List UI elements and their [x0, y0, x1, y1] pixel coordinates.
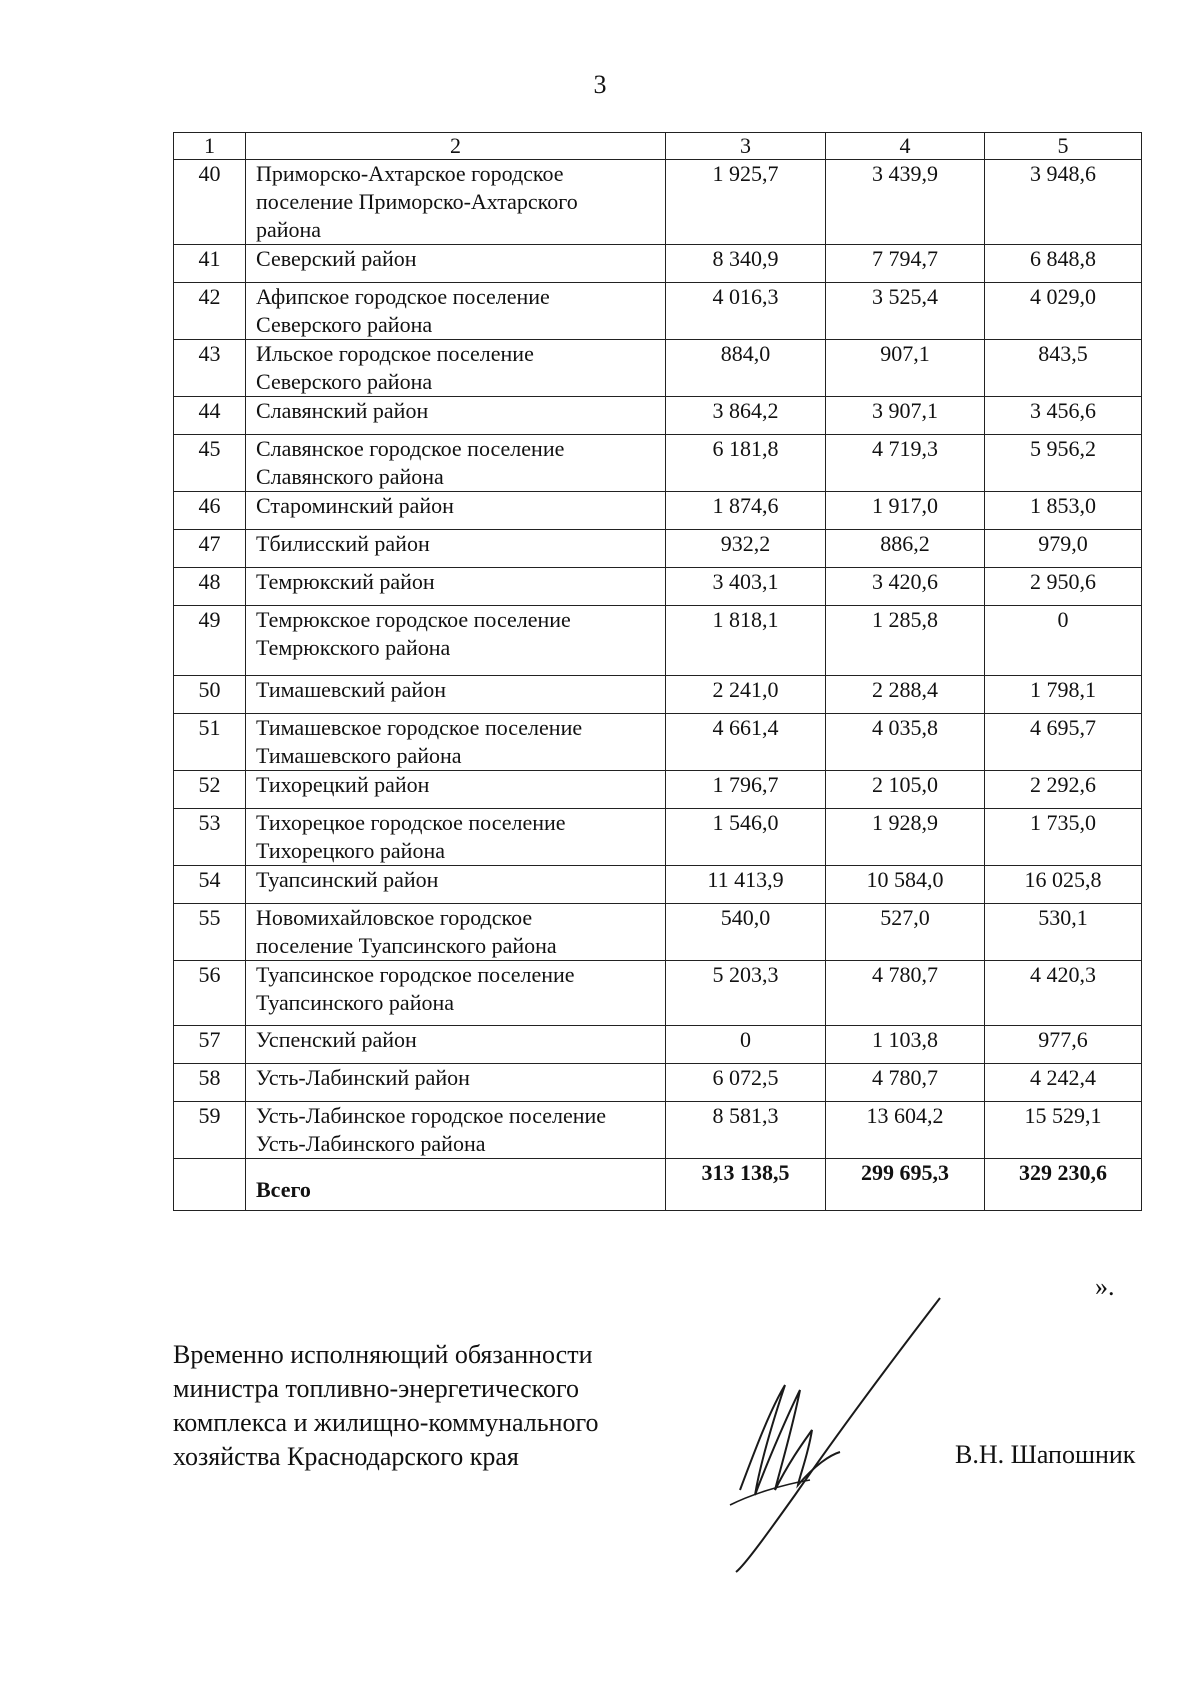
value-cell-v5: 4 695,7 [985, 714, 1142, 771]
name-line: Северский район [256, 246, 417, 271]
row-number: 49 [174, 606, 246, 676]
table-row [174, 771, 1142, 809]
table-row [174, 866, 1142, 904]
value-cell-v4: 10 584,0 [826, 866, 985, 904]
name-line: Усть-Лабинский район [256, 1065, 470, 1090]
name-line: Тихорецкое городское поселение [256, 810, 566, 835]
name-line: Тихорецкий район [256, 772, 430, 797]
name-line: Успенский район [256, 1027, 417, 1052]
municipality-name [246, 771, 666, 809]
municipality-name [246, 568, 666, 606]
value-cell-v4: 13 604,2 [826, 1102, 985, 1159]
name-line: Ильское городское поселение [256, 341, 534, 366]
value-cell-v4: 3 907,1 [826, 397, 985, 435]
value-cell-v5: 1 798,1 [985, 676, 1142, 714]
value-cell-v5: 15 529,1 [985, 1102, 1142, 1159]
value-cell-v4: 1 103,8 [826, 1026, 985, 1064]
value-cell-v5: 4 420,3 [985, 961, 1142, 1026]
municipality-name [246, 904, 666, 961]
municipality-name [246, 245, 666, 283]
value-cell-v3: 8 340,9 [666, 245, 826, 283]
column-header: 4 [826, 133, 985, 160]
value-cell-v3: 3 403,1 [666, 568, 826, 606]
row-number: 45 [174, 435, 246, 492]
value-cell-v3: 5 203,3 [666, 961, 826, 1026]
name-line: Тихорецкого района [256, 838, 445, 863]
row-number: 41 [174, 245, 246, 283]
name-line: Темрюкского района [256, 635, 451, 660]
row-number: 57 [174, 1026, 246, 1064]
name-line: Тимашевское городское поселение [256, 715, 583, 740]
handwritten-signature [700, 1290, 960, 1580]
value-cell-v4: 3 439,9 [826, 160, 985, 245]
column-header: 2 [246, 133, 666, 160]
value-cell-v4: 7 794,7 [826, 245, 985, 283]
name-line: Староминский район [256, 493, 454, 518]
name-line: Туапсинского района [256, 990, 454, 1015]
total-value-v3: 313 138,5 [666, 1159, 826, 1211]
municipality-name [246, 397, 666, 435]
municipality-name [246, 283, 666, 340]
table-row [174, 283, 1142, 340]
value-cell-v3: 932,2 [666, 530, 826, 568]
name-line: Тбилисский район [256, 531, 430, 556]
municipality-name [246, 492, 666, 530]
signatory-position [173, 1338, 693, 1474]
name-line: района [256, 217, 322, 242]
total-value-v4: 299 695,3 [826, 1159, 985, 1211]
table-row [174, 1026, 1142, 1064]
table-header-row [174, 133, 1142, 160]
row-number: 46 [174, 492, 246, 530]
table-row [174, 1064, 1142, 1102]
value-cell-v3: 1 874,6 [666, 492, 826, 530]
value-cell-v4: 4 035,8 [826, 714, 985, 771]
table-row [174, 676, 1142, 714]
name-line: Усть-Лабинское городское поселение [256, 1103, 607, 1128]
row-number: 48 [174, 568, 246, 606]
row-number: 50 [174, 676, 246, 714]
value-cell-v3: 4 661,4 [666, 714, 826, 771]
value-cell-v3: 884,0 [666, 340, 826, 397]
position-line: хозяйства Краснодарского края [173, 1442, 519, 1471]
table-row [174, 809, 1142, 866]
name-line: поселение Приморско-Ахтарского [256, 189, 578, 214]
page-number: 3 [593, 70, 607, 99]
value-cell-v4: 1 917,0 [826, 492, 985, 530]
value-cell-v3: 6 072,5 [666, 1064, 826, 1102]
row-number: 52 [174, 771, 246, 809]
municipality-name [246, 340, 666, 397]
municipality-name [246, 1064, 666, 1102]
name-line: Славянского района [256, 464, 444, 489]
value-cell-v5: 843,5 [985, 340, 1142, 397]
row-number: 44 [174, 397, 246, 435]
municipality-name [246, 961, 666, 1026]
value-cell-v3: 4 016,3 [666, 283, 826, 340]
name-line: Северского района [256, 312, 433, 337]
municipality-name [246, 1102, 666, 1159]
value-cell-v3: 0 [666, 1026, 826, 1064]
value-cell-v5: 4 029,0 [985, 283, 1142, 340]
value-cell-v4: 886,2 [826, 530, 985, 568]
value-cell-v3: 6 181,8 [666, 435, 826, 492]
name-line: Приморско-Ахтарское городское [256, 161, 564, 186]
value-cell-v4: 3 525,4 [826, 283, 985, 340]
municipality-name [246, 1026, 666, 1064]
value-cell-v4: 4 719,3 [826, 435, 985, 492]
value-cell-v3: 1 546,0 [666, 809, 826, 866]
value-cell-v4: 1 285,8 [826, 606, 985, 676]
value-cell-v5: 2 950,6 [985, 568, 1142, 606]
municipality-name [246, 160, 666, 245]
value-cell-v5: 4 242,4 [985, 1064, 1142, 1102]
name-line: Туапсинский район [256, 867, 439, 892]
table-row [174, 435, 1142, 492]
position-line: министра топливно-энергетического [173, 1374, 580, 1403]
name-line: Туапсинское городское поселение [256, 962, 575, 987]
name-line: Славянский район [256, 398, 429, 423]
row-number: 58 [174, 1064, 246, 1102]
value-cell-v4: 907,1 [826, 340, 985, 397]
position-line: Временно исполняющий обязанности [173, 1340, 593, 1369]
name-line: Темрюкское городское поселение [256, 607, 571, 632]
value-cell-v4: 2 288,4 [826, 676, 985, 714]
value-cell-v5: 3 948,6 [985, 160, 1142, 245]
row-number: 54 [174, 866, 246, 904]
value-cell-v4: 4 780,7 [826, 961, 985, 1026]
table-row [174, 245, 1142, 283]
value-cell-v3: 11 413,9 [666, 866, 826, 904]
row-number: 56 [174, 961, 246, 1026]
municipality-name [246, 866, 666, 904]
table-row [174, 530, 1142, 568]
row-number: 43 [174, 340, 246, 397]
value-cell-v3: 3 864,2 [666, 397, 826, 435]
row-number: 40 [174, 160, 246, 245]
value-cell-v5: 16 025,8 [985, 866, 1142, 904]
name-line: Усть-Лабинского района [256, 1131, 486, 1156]
value-cell-v5: 979,0 [985, 530, 1142, 568]
value-cell-v4: 3 420,6 [826, 568, 985, 606]
table-row [174, 568, 1142, 606]
table-row [174, 714, 1142, 771]
value-cell-v5: 6 848,8 [985, 245, 1142, 283]
total-blank-cell [174, 1159, 246, 1211]
table-row [174, 340, 1142, 397]
row-number: 47 [174, 530, 246, 568]
value-cell-v5: 5 956,2 [985, 435, 1142, 492]
closing-quote: ». [1095, 1272, 1115, 1301]
table-row [174, 961, 1142, 1026]
value-cell-v5: 530,1 [985, 904, 1142, 961]
value-cell-v5: 977,6 [985, 1026, 1142, 1064]
municipality-name [246, 435, 666, 492]
column-header: 5 [985, 133, 1142, 160]
total-label: Всего [246, 1159, 666, 1211]
data-table [173, 132, 1142, 1211]
table-row [174, 397, 1142, 435]
municipality-name [246, 809, 666, 866]
table-row [174, 606, 1142, 676]
value-cell-v3: 1 796,7 [666, 771, 826, 809]
name-line: Тимашевского района [256, 743, 462, 768]
table-row [174, 492, 1142, 530]
row-number: 42 [174, 283, 246, 340]
value-cell-v5: 1 735,0 [985, 809, 1142, 866]
value-cell-v3: 1 818,1 [666, 606, 826, 676]
total-row [174, 1159, 1142, 1211]
column-header: 3 [666, 133, 826, 160]
row-number: 53 [174, 809, 246, 866]
row-number: 55 [174, 904, 246, 961]
name-line: поселение Туапсинского района [256, 933, 557, 958]
value-cell-v4: 4 780,7 [826, 1064, 985, 1102]
value-cell-v4: 2 105,0 [826, 771, 985, 809]
signatory-name: В.Н. Шапошник [955, 1440, 1136, 1469]
column-header: 1 [174, 133, 246, 160]
value-cell-v5: 2 292,6 [985, 771, 1142, 809]
row-number: 51 [174, 714, 246, 771]
value-cell-v5: 0 [985, 606, 1142, 676]
value-cell-v3: 540,0 [666, 904, 826, 961]
name-line: Афипское городское поселение [256, 284, 550, 309]
name-line: Северского района [256, 369, 433, 394]
value-cell-v4: 1 928,9 [826, 809, 985, 866]
municipality-name [246, 530, 666, 568]
municipality-name [246, 676, 666, 714]
name-line: Тимашевский район [256, 677, 446, 702]
value-cell-v4: 527,0 [826, 904, 985, 961]
name-line: Темрюкский район [256, 569, 435, 594]
value-cell-v3: 8 581,3 [666, 1102, 826, 1159]
municipality-name [246, 606, 666, 676]
table-row [174, 160, 1142, 245]
name-line: Славянское городское поселение [256, 436, 565, 461]
position-line: комплекса и жилищно-коммунального [173, 1408, 599, 1437]
total-value-v5: 329 230,6 [985, 1159, 1142, 1211]
value-cell-v3: 2 241,0 [666, 676, 826, 714]
table-row [174, 1102, 1142, 1159]
table-row [174, 904, 1142, 961]
name-line: Новомихайловское городское [256, 905, 533, 930]
municipality-name [246, 714, 666, 771]
value-cell-v3: 1 925,7 [666, 160, 826, 245]
value-cell-v5: 3 456,6 [985, 397, 1142, 435]
row-number: 59 [174, 1102, 246, 1159]
value-cell-v5: 1 853,0 [985, 492, 1142, 530]
